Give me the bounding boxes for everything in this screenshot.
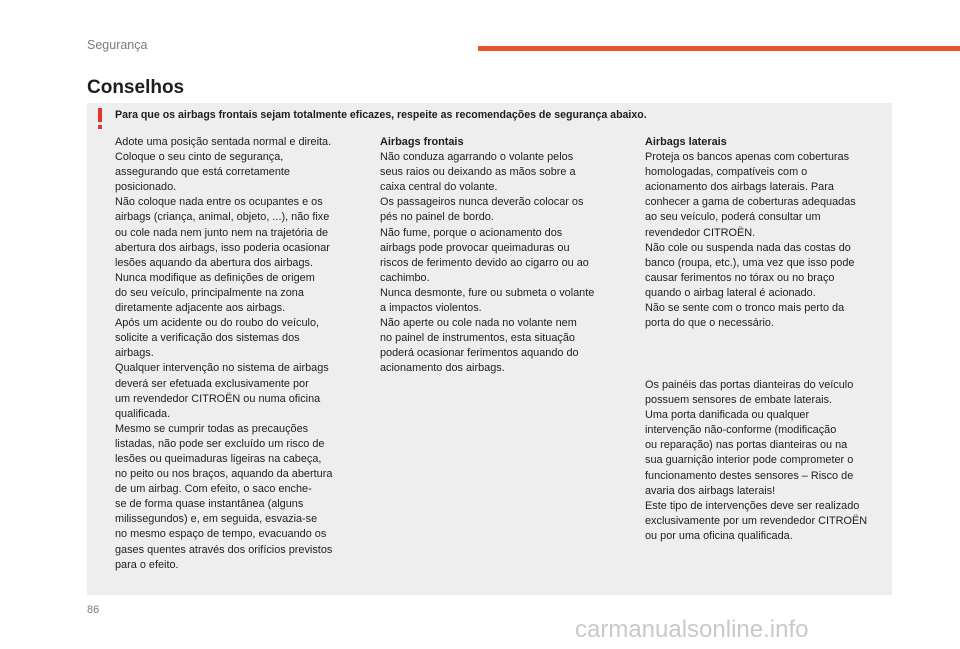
text-line: abertura dos airbags, isso poderia ocasionar: [115, 241, 330, 254]
text-line: riscos de ferimento devido ao cigarro ou ao: [380, 256, 589, 269]
text-line: listadas, não pode ser excluído um risco de: [115, 437, 325, 450]
text-line: de um airbag. Com efeito, o saco enche-: [115, 483, 312, 496]
text-line: ou por uma oficina qualificada.: [645, 529, 793, 542]
text-line: Nunca modifique as definições de origem: [115, 271, 315, 284]
text-line: do seu veículo, principalmente na zona: [115, 286, 304, 299]
text-line: Proteja os bancos apenas com coberturas: [645, 151, 850, 164]
text-line: posicionado.: [115, 181, 177, 194]
lateral-airbags-column: [645, 135, 885, 331]
text-line: qualificada.: [115, 407, 171, 420]
text-line: Adote uma posição sentada normal e direita.: [115, 136, 332, 148]
text-line: ou cole nada nem junto nem na trajetória de: [115, 226, 329, 239]
page-number: 86: [87, 604, 100, 616]
lateral-airbags-heading: Airbags laterais: [645, 136, 727, 148]
text-line: no peito ou nos braços, aquando da abertura: [115, 468, 333, 481]
text-line: caixa central do volante.: [380, 181, 498, 194]
text-line: cachimbo.: [380, 271, 430, 284]
text-line: funcionamento destes sensores – Risco de: [645, 469, 854, 482]
frontal-airbags-heading: Airbags frontais: [380, 136, 464, 148]
text-line: airbags (criança, animal, objeto, ...), não fixe: [115, 211, 330, 224]
text-line: um revendedor CITROËN ou numa oficina: [115, 392, 321, 405]
text-line: deverá ser efetuada exclusivamente por: [115, 377, 309, 390]
frontal-airbags-column: [380, 135, 620, 377]
text-line: Qualquer intervenção no sistema de airbags: [115, 362, 329, 375]
watermark: carmanualsonline.info: [575, 616, 809, 643]
text-line: homologadas, compatíveis com o: [645, 166, 808, 179]
text-line: Mesmo se cumprir todas as precauções: [115, 422, 309, 435]
lateral-airbags-text: [645, 150, 885, 331]
text-line: ou reparação) nas portas dianteiras ou na: [645, 439, 848, 452]
text-line: lesões ou queimaduras ligeiras na cabeça,: [115, 452, 322, 465]
text-line: ao seu veículo, poderá consultar um: [645, 211, 821, 224]
text-line: intervenção não-conforme (modificação: [645, 424, 837, 437]
text-line: banco (roupa, etc.), uma vez que isso pode: [645, 256, 855, 269]
text-line: no painel de instrumentos, esta situação: [380, 332, 575, 345]
frontal-airbags-text: [380, 150, 620, 376]
text-line: possuem sensores de embate laterais.: [645, 394, 833, 407]
text-line: Não aperte ou cole nada no volante nem: [380, 317, 577, 330]
text-line: lesões aquando da abertura dos airbags.: [115, 256, 313, 269]
text-line: sua guarnição interior pode comprometer o: [645, 454, 854, 467]
text-line: milissegundos) e, em seguida, esvazia-se: [115, 513, 318, 526]
section-label: Segurança: [87, 38, 148, 52]
text-line: quando o airbag lateral é acionado.: [645, 286, 816, 299]
text-line: revendedor CITROËN.: [645, 226, 756, 239]
text-line: solicite a verificação dos sistemas dos: [115, 332, 300, 345]
text-line: pés no painel de bordo.: [380, 211, 494, 224]
text-line: porta do que o necessário.: [645, 317, 774, 330]
text-line: acionamento dos airbags.: [380, 362, 505, 375]
text-line: Não fume, porque o acionamento dos: [380, 226, 563, 239]
text-line: Os passageiros nunca deverão colocar os: [380, 196, 584, 209]
text-line: no mesmo espaço de tempo, evacuando os: [115, 528, 327, 541]
text-line: avaria dos airbags laterais!: [645, 484, 776, 497]
text-line: Após um acidente ou do roubo do veículo,: [115, 317, 320, 330]
text-line: Os painéis das portas dianteiras do veículo: [645, 379, 854, 391]
text-line: diretamente adjacente aos airbags.: [115, 302, 286, 315]
text-line: Não coloque nada entre os ocupantes e os: [115, 196, 323, 209]
text-line: causar ferimentos no tórax ou no braço: [645, 271, 835, 284]
text-line: poderá ocasionar ferimentos aquando do: [380, 347, 579, 360]
text-line: acionamento dos airbags laterais. Para: [645, 181, 834, 194]
text-line: Coloque o seu cinto de segurança,: [115, 151, 284, 164]
text-line: gases quentes através dos orifícios previstos: [115, 543, 333, 556]
text-line: assegurando que está corretamente: [115, 166, 290, 179]
general-advice-column: [115, 135, 360, 573]
text-line: Uma porta danificada ou qualquer: [645, 409, 810, 422]
door-sensors-column: [645, 378, 890, 544]
text-line: airbags pode provocar queimaduras ou: [380, 241, 570, 254]
text-line: a impactos violentos.: [380, 302, 482, 315]
text-line: Não conduza agarrando o volante pelos: [380, 151, 574, 164]
text-line: se de forma quase instantânea (alguns: [115, 498, 304, 511]
text-line: conhecer a gama de coberturas adequadas: [645, 196, 856, 209]
text-line: para o efeito.: [115, 558, 179, 571]
text-line: airbags.: [115, 347, 154, 360]
text-line: exclusivamente por um revendedor CITROËN: [645, 514, 868, 527]
page-title: Conselhos: [87, 77, 185, 98]
text-line: seus raios ou deixando as mãos sobre a: [380, 166, 576, 179]
header-accent-bar: [478, 46, 960, 51]
exclamation-warning-icon: [95, 108, 105, 130]
text-line: Não cole ou suspenda nada das costas do: [645, 241, 851, 254]
text-line: Este tipo de intervenções deve ser realizado: [645, 499, 860, 512]
warning-lead-text: Para que os airbags frontais sejam totalmente eficazes, respeite as recomendações de segurança abaixo.: [115, 109, 647, 121]
text-line: Nunca desmonte, fure ou submeta o volante: [380, 286, 595, 299]
text-line: Não se sente com o tronco mais perto da: [645, 302, 845, 315]
